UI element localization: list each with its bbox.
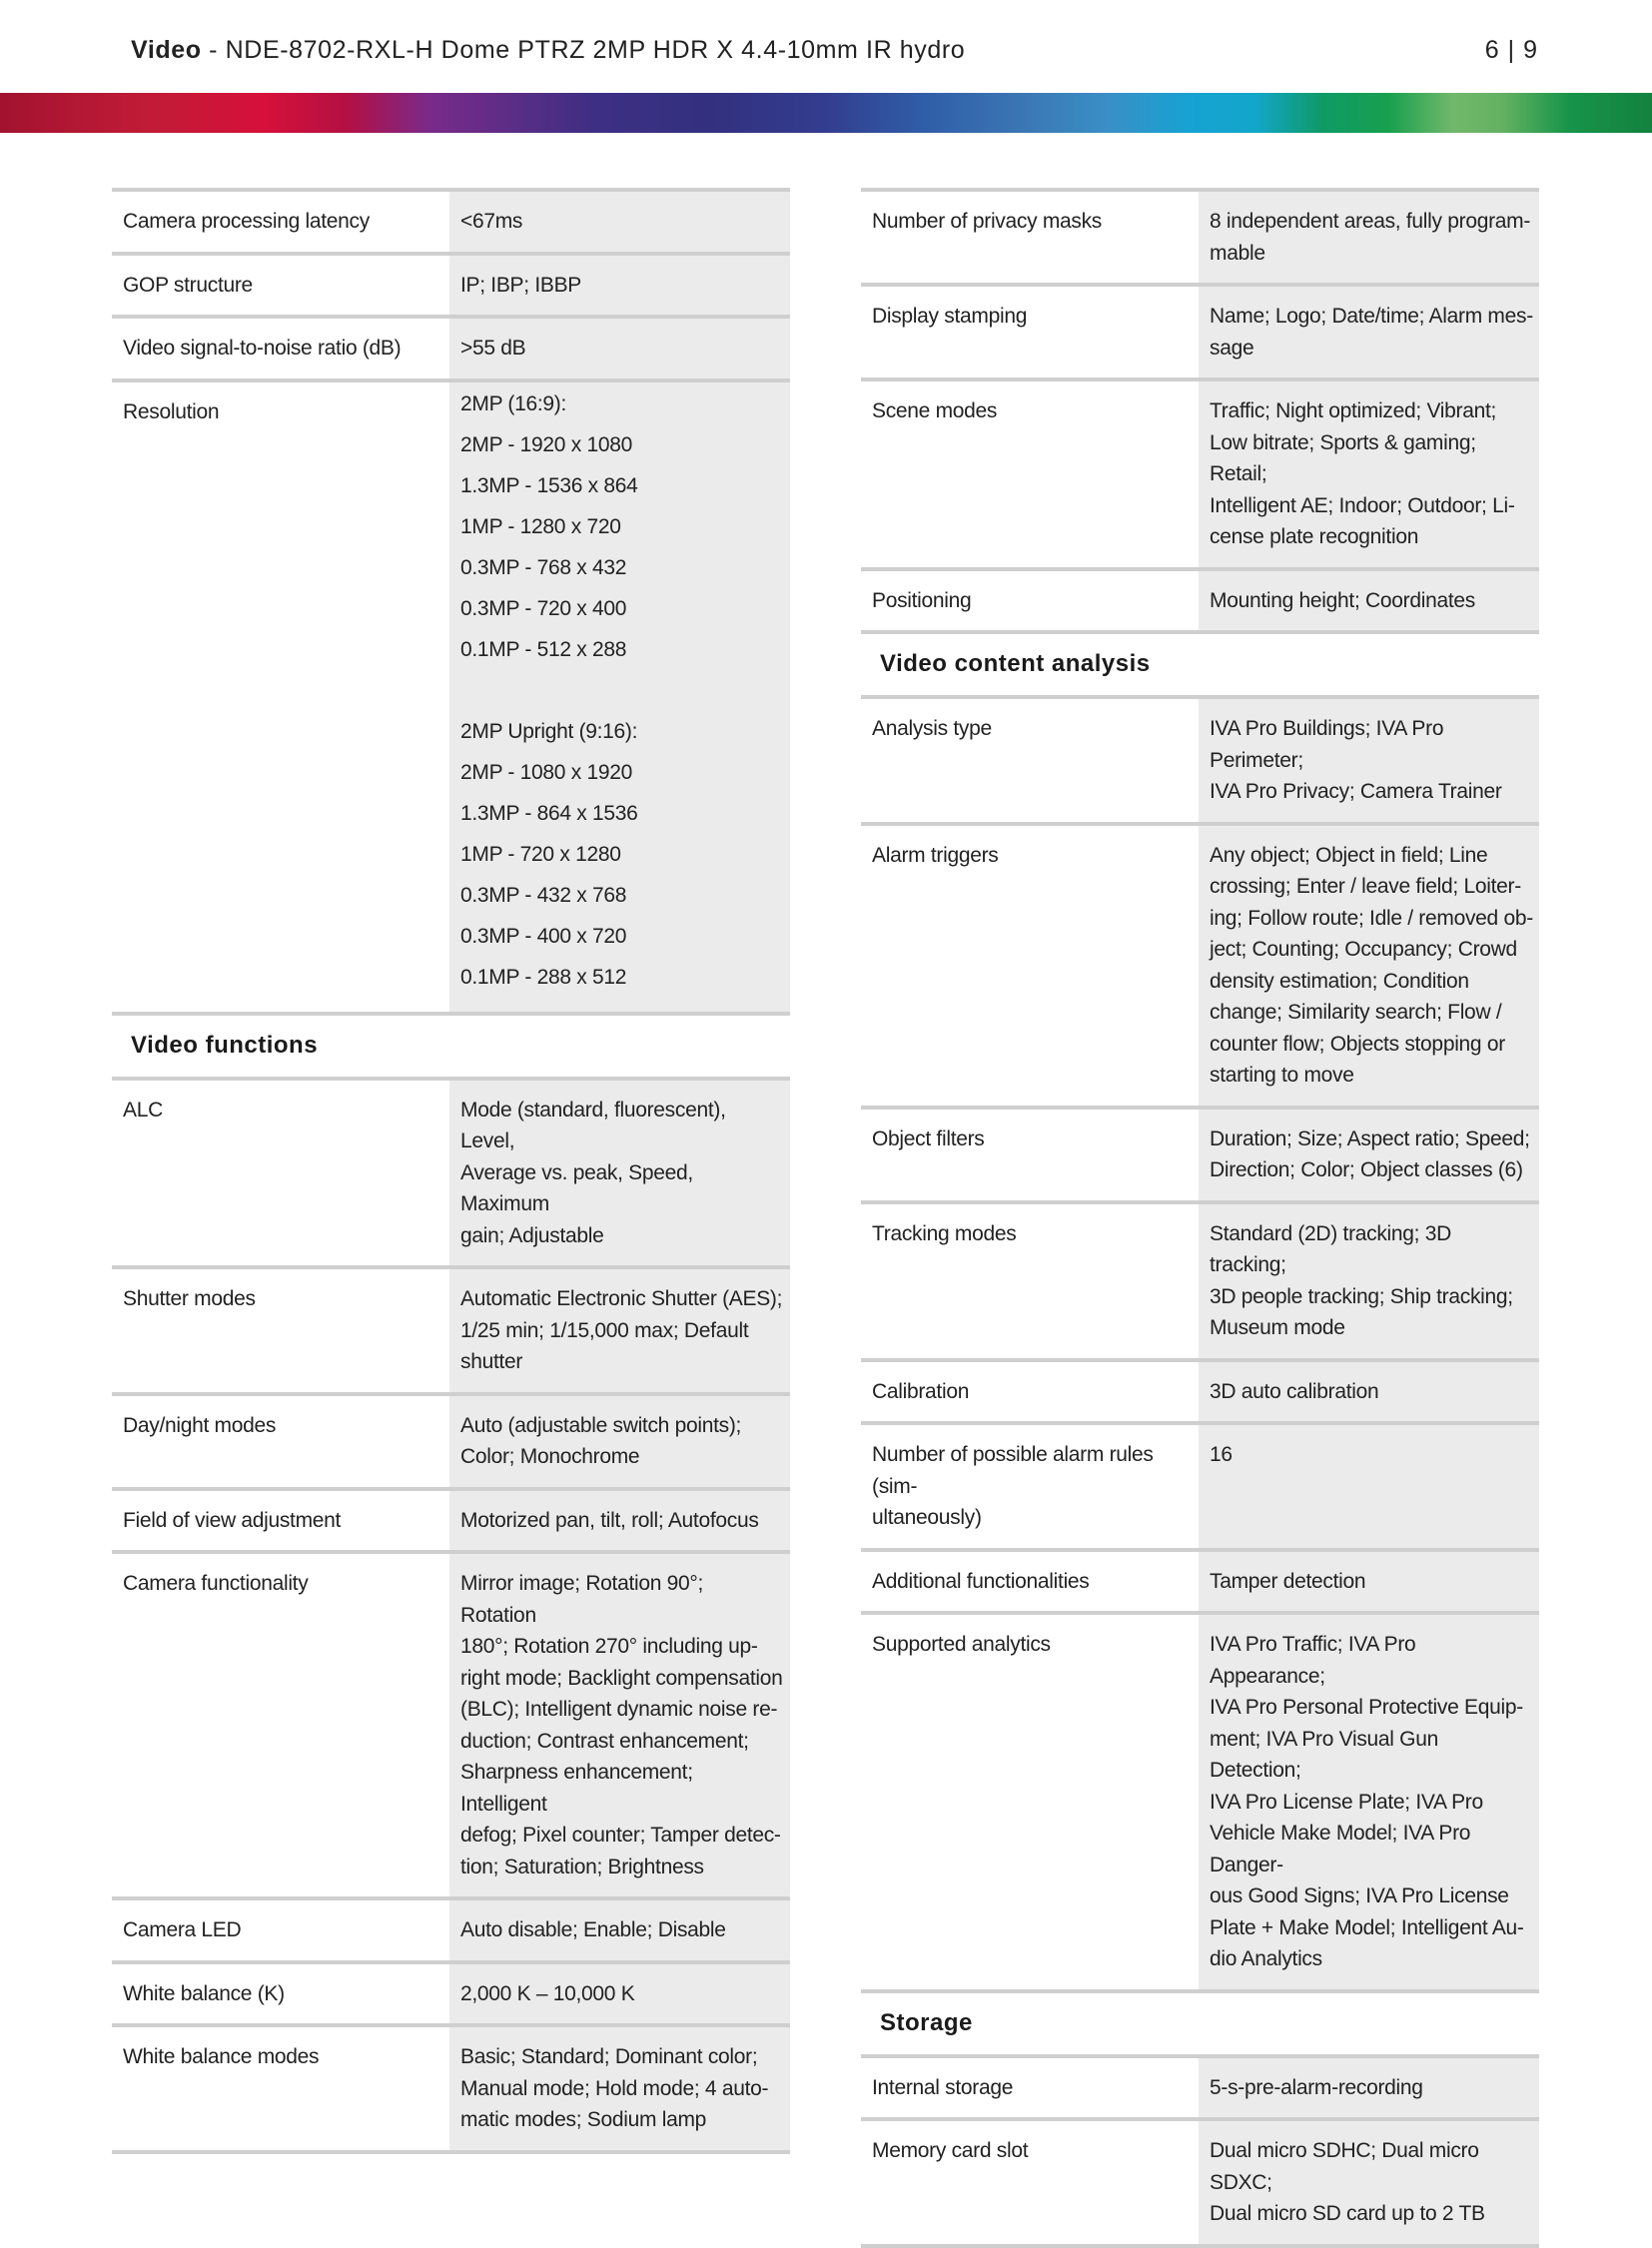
spec-value-line: 1/25 min; 1/15,000 max; Default (460, 1318, 749, 1342)
spec-value (1199, 1110, 1539, 1200)
spec-value (1199, 1425, 1539, 1548)
spec-label (112, 1396, 449, 1487)
spec-label (861, 2058, 1199, 2118)
spec-value (1199, 192, 1539, 283)
spec-label-line: Day/night modes (123, 1413, 277, 1437)
spec-row (861, 377, 1539, 567)
spec-value-line: Basic; Standard; Dominant color; (460, 2045, 758, 2068)
resolution-entry: 0.3MP - 720 x 400 (460, 596, 627, 620)
spec-value (1199, 287, 1539, 377)
spec-row (112, 1077, 790, 1266)
spec-value-line: change; Similarity search; Flow / (1210, 1001, 1502, 1024)
spec-row (861, 2117, 1539, 2244)
spec-value (449, 1964, 790, 2024)
spec-value-line: counter flow; Objects stopping or (1210, 1032, 1505, 1056)
spec-value-line: ject; Counting; Occupancy; Crowd (1210, 938, 1517, 961)
spec-label (112, 1554, 449, 1896)
spec-value-line: Sharpness enhancement; Intelligent (460, 1761, 693, 1816)
spec-label (861, 287, 1199, 377)
spec-label-line: Calibration (872, 1379, 970, 1403)
spec-row (861, 1548, 1539, 1612)
resolution-entry: 2MP - 1920 x 1080 (460, 432, 632, 456)
spec-label-line: Object filters (872, 1126, 985, 1150)
section-name: Video (131, 36, 202, 64)
spec-label-line: Display stamping (872, 305, 1028, 328)
spec-value (449, 1396, 790, 1487)
spec-value-line: Name; Logo; Date/time; Alarm mes- (1210, 305, 1533, 328)
table-end-rule (112, 2150, 790, 2154)
spec-label (861, 381, 1199, 567)
spec-row (112, 1550, 790, 1896)
spec-value-line: Color; Monochrome (460, 1445, 640, 1468)
spec-value (1199, 1362, 1539, 1422)
spec-value-line: duction; Contrast enhancement; (460, 1729, 749, 1753)
title-separator: - (201, 36, 226, 64)
spec-label (861, 571, 1199, 631)
spec-value-line: right mode; Backlight compensation (460, 1666, 783, 1690)
resolution-entry: 2MP - 1080 x 1920 (460, 760, 632, 784)
spec-label (861, 1425, 1199, 1548)
spec-label-line: ultaneously) (872, 1506, 982, 1529)
spec-value-line: Auto disable; Enable; Disable (460, 1918, 726, 1941)
spec-value-line: IVA Pro Buildings; IVA Pro Perimeter; (1210, 717, 1444, 772)
resolution-group-upright (460, 711, 784, 998)
spec-row (112, 1896, 790, 1960)
spec-row-resolution (112, 378, 790, 1012)
spec-label-line: Positioning (872, 588, 972, 612)
spec-value (449, 1554, 790, 1896)
spec-table-video (112, 188, 790, 378)
page-header (0, 0, 1652, 93)
spec-label-line: White balance modes (123, 2045, 320, 2068)
left-column (112, 188, 790, 2154)
product-name: NDE-8702-RXL-H Dome PTRZ 2MP HDR X 4.4-10mm IR hydro (225, 36, 966, 64)
spec-row (112, 2023, 790, 2150)
spec-value (449, 256, 790, 316)
spec-value-line: (BLC); Intelligent dynamic noise re- (460, 1698, 778, 1721)
spec-value-line: starting to move (1210, 1064, 1354, 1087)
spec-value-line: defog; Pixel counter; Tamper detec- (460, 1824, 781, 1847)
spec-value-line: Low bitrate; Sports & gaming; Retail; (1210, 430, 1476, 485)
spec-value (1199, 1204, 1539, 1358)
spec-value (449, 1269, 790, 1392)
spec-row (861, 1421, 1539, 1548)
resolution-group-landscape (460, 383, 784, 670)
section-heading-video-functions: Video functions (112, 1012, 790, 1077)
spec-label-line: Tracking modes (872, 1221, 1017, 1245)
spec-label (112, 2027, 449, 2150)
table-end-rule (861, 2244, 1539, 2248)
spec-value-line: 3D auto calibration (1210, 1379, 1379, 1403)
spec-label-line: Internal storage (872, 2075, 1014, 2099)
resolution-entry: 0.3MP - 768 x 432 (460, 555, 627, 579)
spec-label-line: Additional functionalities (872, 1569, 1090, 1593)
spec-row (861, 1200, 1539, 1358)
spec-value-line: Dual micro SD card up to 2 TB (1210, 2202, 1485, 2225)
spec-value-line: Auto (adjustable switch points); (460, 1413, 742, 1437)
spec-value-line: IVA Pro Personal Protective Equip- (1210, 1696, 1523, 1719)
spec-value (1199, 381, 1539, 567)
spec-label-line: Analysis type (872, 717, 992, 740)
spec-row (861, 695, 1539, 822)
spec-value (449, 319, 790, 378)
spec-row (861, 283, 1539, 377)
spec-value-line: Vehicle Make Model; IVA Pro Danger- (1210, 1822, 1471, 1876)
spec-value-line: Manual mode; Hold mode; 4 auto- (460, 2076, 769, 2100)
spec-value (449, 1081, 790, 1266)
spec-value-line: Automatic Electronic Shutter (AES); (460, 1287, 783, 1310)
spec-value (449, 192, 790, 252)
spec-label (861, 1110, 1199, 1200)
spec-value-line: IVA Pro Privacy; Camera Trainer (1210, 780, 1502, 803)
spec-label (112, 1081, 449, 1266)
spec-label-line: ALC (123, 1098, 163, 1122)
spec-value-line: Mode (standard, fluorescent), Level, (460, 1098, 726, 1152)
spec-label (112, 192, 449, 252)
spec-value-line: <67ms (460, 210, 523, 233)
spec-label (861, 1204, 1199, 1358)
spec-label (112, 1269, 449, 1392)
spec-row (112, 1392, 790, 1487)
spec-label (861, 1362, 1199, 1422)
spec-value-line: 16 (1210, 1443, 1233, 1466)
spec-value-line: IVA Pro License Plate; IVA Pro (1210, 1790, 1483, 1814)
spec-value-line: Mounting height; Coordinates (1210, 588, 1475, 612)
spec-value-resolutions (449, 382, 790, 1012)
spec-label-line: GOP structure (123, 273, 253, 297)
spec-value-line: Dual micro SDHC; Dual micro SDXC; (1210, 2139, 1479, 2194)
spec-value-line: matic modes; Sodium lamp (460, 2108, 707, 2131)
spec-row (861, 567, 1539, 631)
spec-label (861, 699, 1199, 822)
right-column (861, 188, 1539, 2248)
resolution-entry: 1.3MP - 1536 x 864 (460, 473, 638, 497)
spec-value-line: 180°; Rotation 270° including up- (460, 1635, 758, 1658)
spec-value-line: Plate + Make Model; Intelligent Au- (1210, 1915, 1524, 1939)
spec-value-line: Any object; Object in field; Line (1210, 843, 1488, 867)
spec-value (1199, 826, 1539, 1106)
resolution-entry: 1.3MP - 864 x 1536 (460, 801, 638, 825)
spec-value (449, 2027, 790, 2150)
spec-label-line: Number of privacy masks (872, 210, 1102, 233)
spec-row (861, 1358, 1539, 1422)
spec-label (861, 1615, 1199, 1989)
spec-label-line: Scene modes (872, 399, 998, 422)
spec-label (112, 1964, 449, 2024)
spec-value-line: shutter (460, 1350, 523, 1373)
spec-value-line: Intelligent AE; Indoor; Outdoor; Li- (1210, 493, 1515, 517)
spec-value-line: 5-s-pre-alarm-recording (1210, 2075, 1423, 2099)
spec-label-line: Shutter modes (123, 1287, 256, 1310)
spec-value-line: mable (1210, 241, 1265, 265)
spec-value-line: density estimation; Condition (1210, 969, 1469, 993)
spec-label (112, 1900, 449, 1960)
spec-label-line: Memory card slot (872, 2139, 1029, 2162)
spec-label-line: Camera processing latency (123, 210, 370, 233)
page-number: 6 | 9 (1484, 36, 1538, 64)
spec-label-line: Camera LED (123, 1918, 242, 1941)
resolution-entry: 1MP - 1280 x 720 (460, 514, 621, 538)
spec-row (112, 1487, 790, 1551)
spec-value-line: Motorized pan, tilt, roll; Autofocus (460, 1508, 759, 1532)
spec-value-line: Duration; Size; Aspect ratio; Speed; (1210, 1126, 1530, 1150)
resolution-entry: 0.1MP - 288 x 512 (460, 965, 627, 989)
spec-value-line: ous Good Signs; IVA Pro License (1210, 1884, 1509, 1907)
spec-row (861, 1106, 1539, 1200)
spec-row (112, 252, 790, 316)
spec-value (449, 1491, 790, 1551)
spec-row (112, 188, 790, 252)
spec-label-line: Video signal-to-noise ratio (dB) (123, 337, 402, 360)
spec-value-line: Mirror image; Rotation 90°; Rotation (460, 1572, 704, 1627)
spec-row (861, 188, 1539, 283)
spec-row (861, 1611, 1539, 1989)
spec-value-line: dio Analytics (1210, 1947, 1322, 1970)
resolution-entry: 2MP (16:9): (460, 391, 567, 415)
spec-table-video-functions (112, 1077, 790, 2150)
resolution-entry: 0.3MP - 400 x 720 (460, 924, 627, 948)
spec-table-video-content-analysis (861, 695, 1539, 1989)
document-title (131, 36, 965, 65)
spec-value-line: crossing; Enter / leave field; Loiter- (1210, 875, 1521, 898)
spec-value (1199, 2121, 1539, 2244)
spec-label-line: Alarm triggers (872, 843, 999, 867)
spec-value (1199, 1615, 1539, 1989)
section-heading-video-content-analysis: Video content analysis (861, 630, 1539, 695)
spec-row (861, 2054, 1539, 2118)
spec-value (1199, 2058, 1539, 2118)
spec-table-privacy-display (861, 188, 1539, 630)
spec-row (112, 315, 790, 378)
spec-value-line: >55 dB (460, 337, 526, 360)
spec-value-line: ment; IVA Pro Visual Gun Detection; (1210, 1727, 1438, 1782)
spec-value (1199, 699, 1539, 822)
spec-value-line: 3D people tracking; Ship tracking; (1210, 1284, 1513, 1308)
spec-label-line: Number of possible alarm rules (sim- (872, 1443, 1154, 1498)
spec-value-line: Average vs. peak, Speed, Maximum (460, 1160, 693, 1215)
resolution-entry: 2MP Upright (9:16): (460, 719, 638, 743)
spec-value-line: tion; Saturation; Brightness (460, 1855, 704, 1878)
spec-value-line: IP; IBP; IBBP (460, 273, 581, 297)
spec-value-line: cense plate recognition (1210, 525, 1419, 548)
resolution-entry: 1MP - 720 x 1280 (460, 842, 621, 866)
spec-label (861, 826, 1199, 1106)
spec-label (861, 192, 1199, 283)
color-band (0, 93, 1652, 133)
spec-row (112, 1265, 790, 1392)
resolution-gap (460, 670, 784, 711)
spec-label (112, 256, 449, 316)
section-heading-storage: Storage (861, 1989, 1539, 2054)
spec-value (1199, 571, 1539, 631)
spec-value (449, 1900, 790, 1960)
spec-value-line: Traffic; Night optimized; Vibrant; (1210, 399, 1497, 422)
spec-label-line: Camera functionality (123, 1572, 309, 1595)
spec-value-line: 8 independent areas, fully program- (1210, 210, 1531, 233)
spec-row (861, 822, 1539, 1106)
spec-label-line: Supported analytics (872, 1633, 1051, 1656)
spec-label (861, 1552, 1199, 1612)
spec-label (112, 1491, 449, 1551)
spec-value-line: IVA Pro Traffic; IVA Pro Appearance; (1210, 1633, 1416, 1688)
spec-label-line: Field of view adjustment (123, 1508, 342, 1532)
resolution-entry: 0.3MP - 432 x 768 (460, 883, 627, 907)
spec-value-line: ing; Follow route; Idle / removed ob- (1210, 906, 1533, 930)
spec-value-line: gain; Adjustable (460, 1223, 604, 1247)
spec-table-storage (861, 2054, 1539, 2244)
spec-label (861, 2121, 1199, 2244)
spec-value-line: 2,000 K – 10,000 K (460, 1981, 635, 2005)
spec-label-line: White balance (K) (123, 1981, 285, 2005)
spec-label (112, 319, 449, 378)
resolution-entry: 0.1MP - 512 x 288 (460, 637, 627, 661)
spec-value-line: Tamper detection (1210, 1569, 1366, 1593)
spec-value-line: Museum mode (1210, 1316, 1345, 1339)
spec-value-line: Direction; Color; Object classes (6) (1210, 1158, 1523, 1181)
spec-value (1199, 1552, 1539, 1612)
spec-label: Resolution (123, 399, 220, 423)
spec-value-line: sage (1210, 336, 1254, 360)
spec-row (112, 1960, 790, 2024)
spec-value-line: Standard (2D) tracking; 3D tracking; (1210, 1221, 1451, 1276)
